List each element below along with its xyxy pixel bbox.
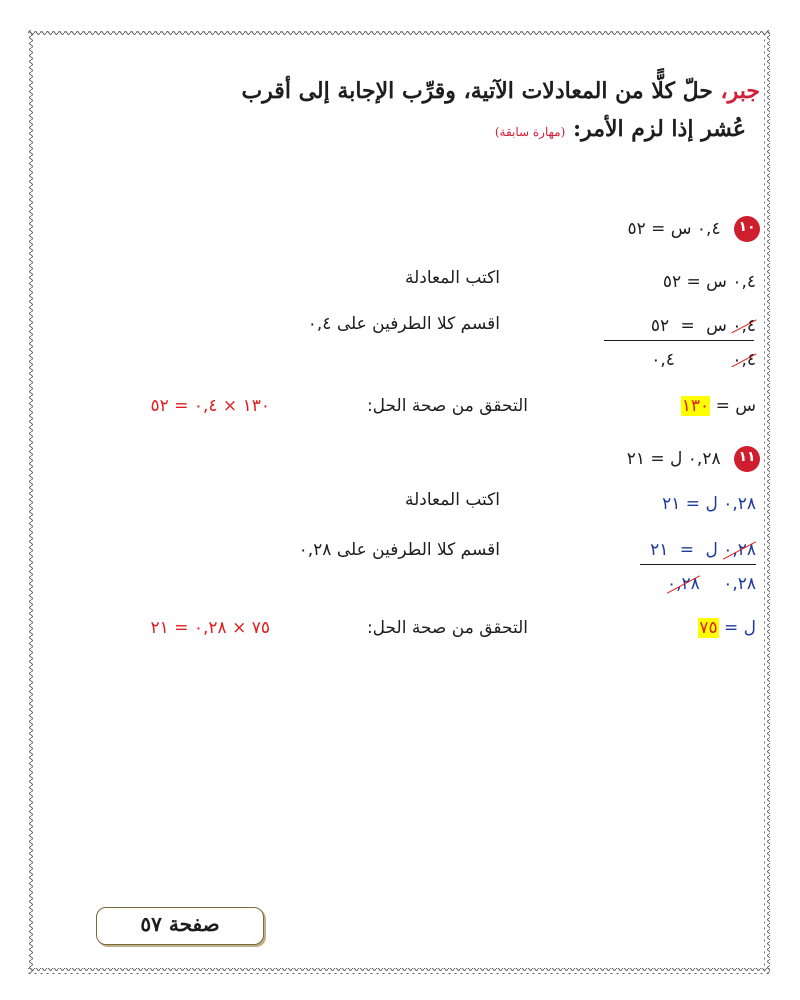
numerator-value: ٢١ <box>650 540 669 560</box>
instruction-line-2: عُشر إذا لزم الأمر: <box>565 116 746 142</box>
p10-check-equation: ١٣٠ × ٠,٤ = ٥٢ <box>150 396 270 416</box>
p10-step2-denominators <box>651 350 756 370</box>
p10-check-label: التحقق من صحة الحل: <box>366 396 528 416</box>
p11-answer <box>698 618 756 638</box>
problem-number-badge: ١٠ <box>734 216 760 242</box>
numerator-value: ٥٢ <box>650 316 670 336</box>
p10-step1-note: اكتب المعادلة <box>404 268 500 288</box>
p10-step2-numerator: ٠,٤ س = ٥٢ <box>650 316 756 336</box>
p11-fraction-bar <box>640 564 756 565</box>
page-number-box <box>96 907 264 945</box>
problem-10-statement <box>627 216 760 242</box>
p10-step2-note: اقسم كلا الطرفين على ٠,٤ <box>307 314 500 334</box>
cancelled-coefficient: ٠,٤ <box>732 316 756 336</box>
problem-10-equation: ٠,٤ س = ٥٢ <box>627 219 721 239</box>
instruction-line-1: حلّ كلًّا من المعادلات الآتية، وقرِّب الإجابة إلى أقرب <box>241 78 721 104</box>
answer-variable: ل = <box>718 618 756 638</box>
p11-step2-denominators <box>667 574 756 594</box>
p11-step1-equation: ٠,٢٨ ل = ٢١ <box>662 494 756 514</box>
cancelled-denominator: ٠,٤ <box>732 350 756 370</box>
p11-step1-note: اكتب المعادلة <box>404 490 500 510</box>
denominator: ٠,٢٨ <box>723 574 756 594</box>
page-number: صفحة ٥٧ <box>140 912 220 936</box>
instruction-heading <box>241 78 760 104</box>
problem-11-statement <box>627 446 760 472</box>
p10-right-fraction-bar <box>624 340 754 341</box>
p10-answer <box>681 396 756 416</box>
answer-variable: س = <box>710 396 756 416</box>
variable: س <box>706 316 727 336</box>
p10-left-fraction-bar <box>604 340 628 341</box>
prior-skill-note: (مهارة سابقة) <box>494 125 566 139</box>
cancelled-denominator: ٠,٢٨ <box>667 574 700 594</box>
p11-check-label: التحقق من صحة الحل: <box>366 618 528 638</box>
variable: ل <box>705 540 718 560</box>
page-frame <box>28 30 770 974</box>
denominator: ٠,٤ <box>651 350 675 370</box>
p10-step1-equation: ٠,٤ س = ٥٢ <box>662 272 756 292</box>
p11-check-equation: ٧٥ × ٠,٢٨ = ٢١ <box>150 618 270 638</box>
answer-value: ١٣٠ <box>681 396 710 416</box>
answer-value: ٧٥ <box>699 618 718 638</box>
p11-step2-numerator: ٠,٢٨ ل = ٢١ <box>650 540 756 560</box>
cancelled-coefficient: ٠,٢٨ <box>723 540 756 560</box>
problem-11-equation: ٠,٢٨ ل = ٢١ <box>626 449 721 469</box>
topic-keyword: جبر، <box>720 78 760 104</box>
problem-number-badge: ١١ <box>734 446 760 472</box>
p11-step2-note: اقسم كلا الطرفين على ٠,٢٨ <box>298 540 500 560</box>
instruction-heading-line2 <box>495 116 746 142</box>
